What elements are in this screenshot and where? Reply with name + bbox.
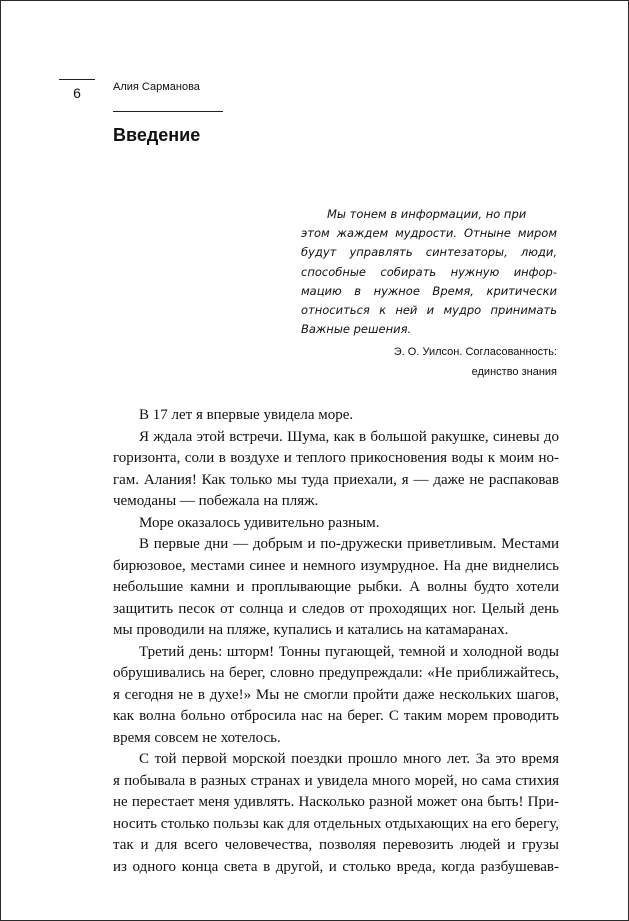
epigraph [301, 205, 557, 382]
paragraph-line: время совсем не хотелось. [113, 729, 281, 746]
paragraph-line: Я ждала этой встречи. Шума, как в большой ракушке, синевы до [139, 428, 559, 445]
epigraph-line: этом жаждем мудрости. Отныне миром [301, 226, 557, 241]
page-number: 6 [73, 85, 81, 101]
paragraph-line: Море оказалось удивительно разным. [139, 514, 380, 531]
paragraph-line: как волна больно отбросила нас на берег. С таким морем проводить [113, 708, 559, 724]
attribution-line: Э. О. Уилсон. Согласованность: [393, 346, 557, 359]
paragraph-line: небольшие камни и проплывающие рыбки. А волны будто хотели [113, 579, 559, 595]
attribution-line: единство знания [471, 366, 557, 379]
paragraph-line: обрушивались на берег, словно предупреждали: «Не приближайтесь, [113, 665, 559, 681]
paragraph-line: бирюзовое, местами синее и немного изумрудное. На дне виднелись [113, 557, 559, 574]
paragraph-line: не перестает меня удивлять. Насколько разной может она быть! При- [113, 794, 559, 810]
epigraph-line: относиться к ней и мудро принимать [301, 303, 557, 318]
paragraph-line: Третий день: шторм! Тонны пугающей, темной и холодной воды [139, 643, 559, 660]
epigraph-line: способные собирать нужную инфор- [301, 264, 557, 279]
paragraph-line: гам. Алания! Как только мы туда приехали, я — даже не распаковав [113, 471, 559, 488]
epigraph-line: Мы тонем в информации, но при [327, 207, 527, 221]
paragraph-line: В первые дни — добрым и по-дружески приветливым. Местами [139, 536, 559, 552]
paragraph-line: защитить песок от солнца и следов от проходящих ног. Целый день [113, 600, 559, 617]
paragraph-line: В 17 лет я впервые увидела море. [139, 407, 354, 423]
chapter-title-rule [113, 111, 223, 112]
paragraph-line: мы проводили на пляже, купались и катались на катамаранах. [113, 622, 509, 638]
paragraph-line: так и для всего человечества, позволяя перевозить людей и грузы [113, 837, 559, 853]
header-rule [59, 79, 95, 80]
paragraph-line: горизонта, соли в воздухе и теплого прикосновения воды к моим но- [113, 450, 559, 466]
chapter-title: Введение [113, 125, 201, 145]
epigraph-line: Важные решения. [301, 322, 412, 337]
body-text [113, 405, 559, 878]
epigraph-attribution [301, 342, 557, 382]
paragraph-line: носить столько пользы как для отдельных отдыхающих на его берегу, [113, 815, 559, 832]
paragraph-line: из одного конца света в другой, и столько вреда, когда разбушевав- [113, 858, 559, 875]
paragraph-line: С той первой морской поездки прошло много лет. За это время [139, 751, 559, 767]
epigraph-line: мацию в нужное Время, критически [301, 283, 557, 298]
paragraph-line: я сегодня не в духе!» Мы не смогли пройти даже нескольких шагов, [113, 686, 559, 703]
epigraph-line: будут управлять синтезаторы, люди, [301, 245, 557, 260]
running-head-author: Алия Сарманова [113, 81, 200, 93]
paragraph-line: чемоданы — побежала на пляж. [113, 493, 319, 509]
paragraph-line: я побывала в разных странах и увидела много морей, но сама стихия [113, 772, 559, 789]
